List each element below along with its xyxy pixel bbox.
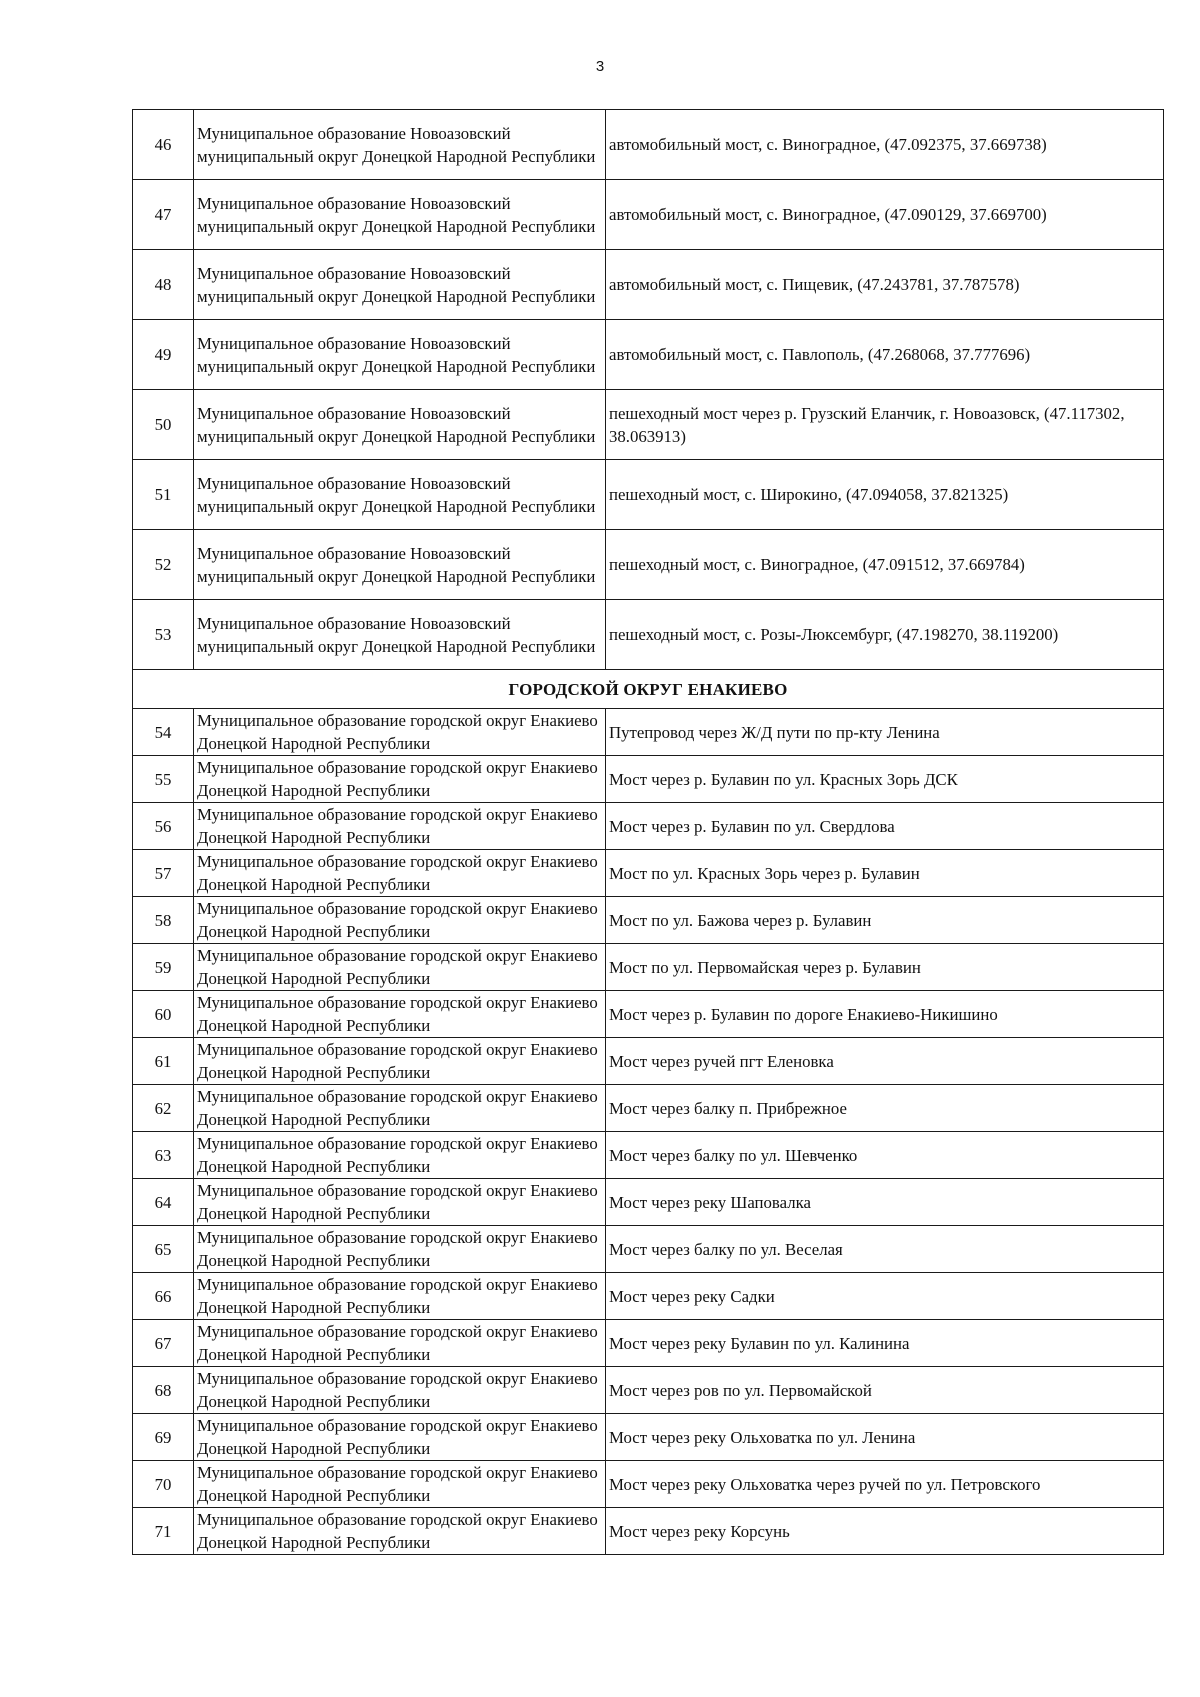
section-heading-row [133,670,1164,709]
municipality-cell: Муниципальное образование городской округ Енакиево Донецкой Народной Республики [194,1273,606,1320]
object-cell: Мост через реку Булавин по ул. Калинина [606,1320,1164,1367]
municipality-cell: Муниципальное образование городской округ Енакиево Донецкой Народной Республики [194,1085,606,1132]
object-cell: Мост через балку по ул. Веселая [606,1226,1164,1273]
municipality-cell: Муниципальное образование городской округ Енакиево Донецкой Народной Республики [194,1038,606,1085]
object-cell: Мост через реку Ольховатка по ул. Ленина [606,1414,1164,1461]
object-cell: автомобильный мост, с. Виноградное, (47.090129, 37.669700) [606,180,1164,250]
table-row [133,1038,1164,1085]
row-number: 56 [133,803,194,850]
row-number: 52 [133,530,194,600]
municipality-cell: Муниципальное образование городской округ Енакиево Донецкой Народной Республики [194,1367,606,1414]
table-row [133,1132,1164,1179]
object-cell: Мост по ул. Красных Зорь через р. Булавин [606,850,1164,897]
row-number: 60 [133,991,194,1038]
row-number: 50 [133,390,194,460]
object-cell: Мост по ул. Первомайская через р. Булавин [606,944,1164,991]
object-cell: пешеходный мост, с. Розы-Люксембург, (47.198270, 38.119200) [606,600,1164,670]
table-row [133,600,1164,670]
table-row [133,897,1164,944]
table-row [133,320,1164,390]
object-cell: Мост через реку Шаповалка [606,1179,1164,1226]
row-number: 48 [133,250,194,320]
municipality-cell: Муниципальное образование городской округ Енакиево Донецкой Народной Республики [194,1179,606,1226]
object-cell: Путепровод через Ж/Д пути по пр-кту Ленина [606,709,1164,756]
object-cell: Мост через балку по ул. Шевченко [606,1132,1164,1179]
object-cell: Мост через ручей пгт Еленовка [606,1038,1164,1085]
row-number: 53 [133,600,194,670]
row-number: 68 [133,1367,194,1414]
row-number: 71 [133,1508,194,1555]
municipality-cell: Муниципальное образование городской округ Енакиево Донецкой Народной Республики [194,1461,606,1508]
municipality-cell: Муниципальное образование городской округ Енакиево Донецкой Народной Республики [194,850,606,897]
row-number: 66 [133,1273,194,1320]
row-number: 65 [133,1226,194,1273]
municipality-cell: Муниципальное образование городской округ Енакиево Донецкой Народной Республики [194,1226,606,1273]
table-row [133,1085,1164,1132]
table-row [133,250,1164,320]
row-number: 59 [133,944,194,991]
table-row [133,1179,1164,1226]
table-row [133,991,1164,1038]
municipality-cell: Муниципальное образование городской округ Енакиево Донецкой Народной Республики [194,803,606,850]
table-row [133,1320,1164,1367]
municipality-cell: Муниципальное образование городской округ Енакиево Донецкой Народной Республики [194,944,606,991]
bridges-registry-table [132,109,1164,1555]
table-row [133,850,1164,897]
municipality-cell: Муниципальное образование городской округ Енакиево Донецкой Народной Республики [194,709,606,756]
row-number: 51 [133,460,194,530]
novoazovsk-rows [133,110,1164,670]
municipality-cell: Муниципальное образование Новоазовский муниципальный округ Донецкой Народной Республики [194,250,606,320]
row-number: 69 [133,1414,194,1461]
table-row [133,1508,1164,1555]
object-cell: Мост через реку Корсунь [606,1508,1164,1555]
municipality-cell: Муниципальное образование городской округ Енакиево Донецкой Народной Республики [194,1414,606,1461]
row-number: 67 [133,1320,194,1367]
municipality-cell: Муниципальное образование городской округ Енакиево Донецкой Народной Республики [194,991,606,1038]
object-cell: автомобильный мост, с. Павлополь, (47.268068, 37.777696) [606,320,1164,390]
object-cell: пешеходный мост, с. Виноградное, (47.091512, 37.669784) [606,530,1164,600]
row-number: 64 [133,1179,194,1226]
municipality-cell: Муниципальное образование Новоазовский муниципальный округ Донецкой Народной Республики [194,110,606,180]
row-number: 54 [133,709,194,756]
municipality-cell: Муниципальное образование Новоазовский муниципальный округ Донецкой Народной Республики [194,320,606,390]
municipality-cell: Муниципальное образование Новоазовский муниципальный округ Донецкой Народной Республики [194,530,606,600]
municipality-cell: Муниципальное образование Новоазовский муниципальный округ Донецкой Народной Республики [194,460,606,530]
section-heading: ГОРОДСКОЙ ОКРУГ ЕНАКИЕВО [133,670,1164,709]
row-number: 62 [133,1085,194,1132]
row-number: 63 [133,1132,194,1179]
row-number: 55 [133,756,194,803]
municipality-cell: Муниципальное образование городской округ Енакиево Донецкой Народной Республики [194,756,606,803]
page-number: 3 [595,58,605,75]
table-row [133,390,1164,460]
object-cell: Мост через реку Ольховатка через ручей по ул. Петровского [606,1461,1164,1508]
section-enakievo [133,670,1164,709]
row-number: 61 [133,1038,194,1085]
object-cell: Мост по ул. Бажова через р. Булавин [606,897,1164,944]
object-cell: пешеходный мост через р. Грузский Еланчик, г. Новоазовск, (47.117302, 38.063913) [606,390,1164,460]
table-row [133,709,1164,756]
table-row [133,1367,1164,1414]
table-row [133,460,1164,530]
row-number: 47 [133,180,194,250]
municipality-cell: Муниципальное образование Новоазовский муниципальный округ Донецкой Народной Республики [194,390,606,460]
municipality-cell: Муниципальное образование Новоазовский муниципальный округ Донецкой Народной Республики [194,180,606,250]
table-row [133,756,1164,803]
object-cell: Мост через р. Булавин по ул. Свердлова [606,803,1164,850]
municipality-cell: Муниципальное образование городской округ Енакиево Донецкой Народной Республики [194,1320,606,1367]
table-row [133,803,1164,850]
row-number: 49 [133,320,194,390]
object-cell: Мост через реку Садки [606,1273,1164,1320]
table-row [133,180,1164,250]
object-cell: Мост через р. Булавин по ул. Красных Зорь ДСК [606,756,1164,803]
municipality-cell: Муниципальное образование городской округ Енакиево Донецкой Народной Республики [194,1508,606,1555]
object-cell: Мост через ров по ул. Первомайской [606,1367,1164,1414]
object-cell: пешеходный мост, с. Широкино, (47.094058, 37.821325) [606,460,1164,530]
row-number: 57 [133,850,194,897]
object-cell: автомобильный мост, с. Виноградное, (47.092375, 37.669738) [606,110,1164,180]
table-row [133,944,1164,991]
table-row [133,1414,1164,1461]
row-number: 70 [133,1461,194,1508]
table-row [133,530,1164,600]
row-number: 46 [133,110,194,180]
table-row [133,110,1164,180]
table-row [133,1226,1164,1273]
municipality-cell: Муниципальное образование городской округ Енакиево Донецкой Народной Республики [194,1132,606,1179]
table-row [133,1461,1164,1508]
table-row [133,1273,1164,1320]
municipality-cell: Муниципальное образование Новоазовский муниципальный округ Донецкой Народной Республики [194,600,606,670]
municipality-cell: Муниципальное образование городской округ Енакиево Донецкой Народной Республики [194,897,606,944]
object-cell: автомобильный мост, с. Пищевик, (47.243781, 37.787578) [606,250,1164,320]
object-cell: Мост через р. Булавин по дороге Енакиево-Никишино [606,991,1164,1038]
enakievo-rows [133,709,1164,1555]
object-cell: Мост через балку п. Прибрежное [606,1085,1164,1132]
row-number: 58 [133,897,194,944]
